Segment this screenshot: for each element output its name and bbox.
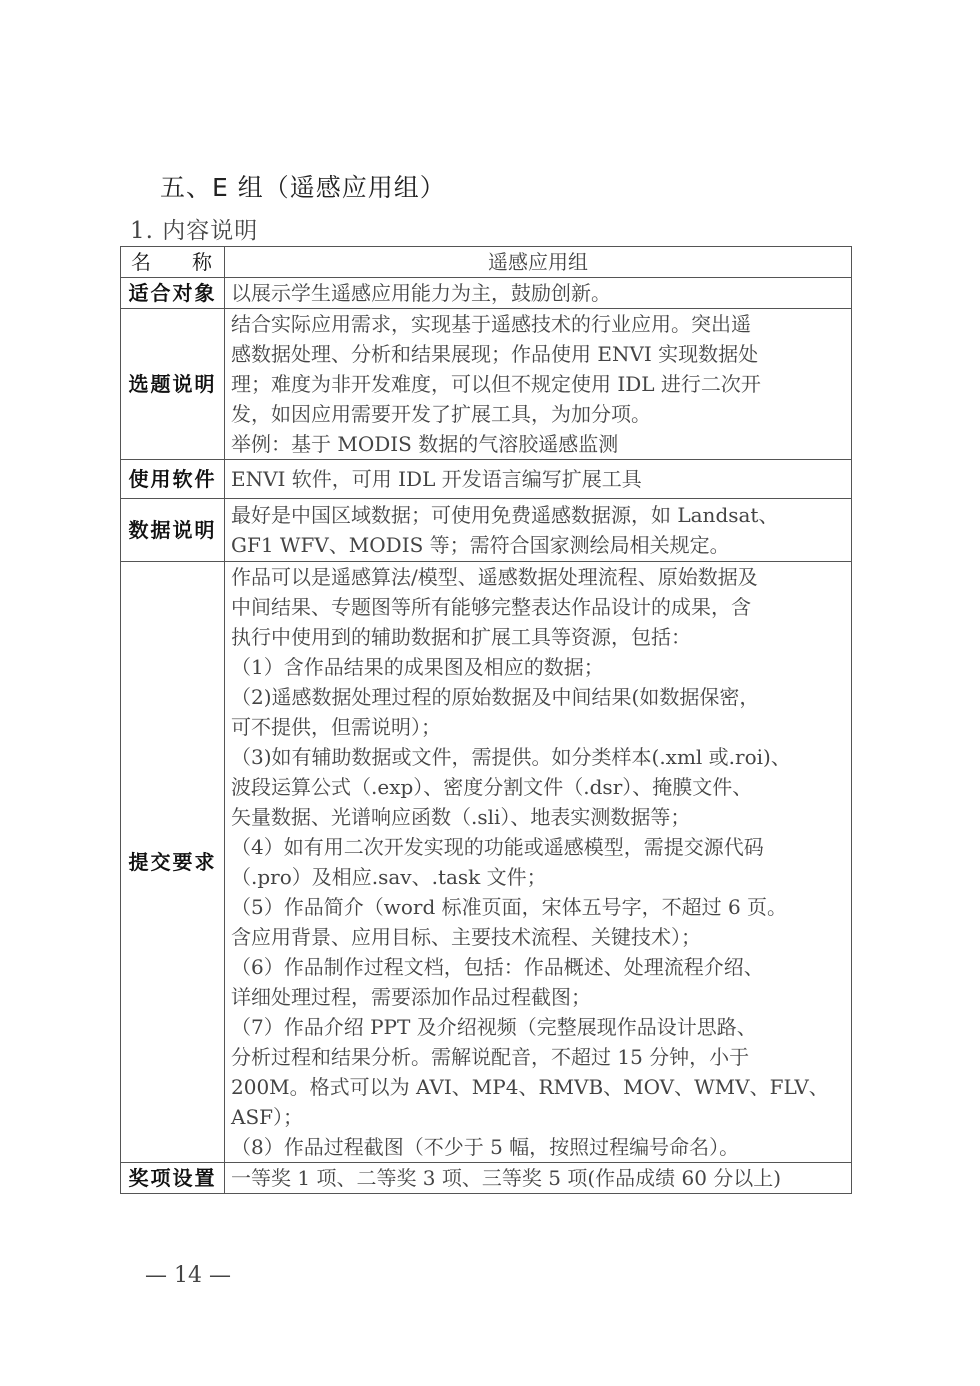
- table-header-row: [121, 247, 852, 278]
- text-line: 详细处理过程，需要添加作品过程截图；: [231, 985, 591, 1009]
- text-line: 一等奖 1 项、二等奖 3 项、三等奖 5 项(作品成绩 60 分以上): [231, 1166, 782, 1190]
- name-label-right: 称: [192, 250, 214, 274]
- text-line: 矢量数据、光谱响应函数（.sli）、地表实测数据等；: [231, 805, 691, 829]
- text-line: （3)如有辅助数据或文件，需提供。如分类样本(.xml 或.roi)、: [231, 745, 791, 769]
- text-line: 执行中使用到的辅助数据和扩展工具等资源，包括：: [231, 625, 691, 649]
- text-line: 波段运算公式（.exp）、密度分割文件（.dsr）、掩膜文件、: [231, 775, 753, 799]
- row-value: [225, 1163, 852, 1194]
- row-value: [225, 460, 852, 499]
- text-line: 以展示学生遥感应用能力为主，鼓励创新。: [231, 281, 611, 305]
- row-label: 使用软件: [121, 460, 225, 499]
- row-value: [225, 562, 852, 1163]
- table-row: [121, 499, 852, 562]
- row-value: [225, 309, 852, 460]
- row-label: 数据说明: [121, 499, 225, 562]
- row-label: 奖项设置: [121, 1163, 225, 1194]
- section-title: 五、E 组（遥感应用组）: [160, 173, 446, 202]
- text-line: （7）作品介绍 PPT 及介绍视频（完整展现作品设计思路、: [231, 1015, 757, 1039]
- text-line: 可不提供，但需说明）；: [231, 715, 441, 739]
- text-line: 理；难度为非开发难度，可以但不规定使用 IDL 进行二次开: [231, 372, 761, 396]
- row-value: [225, 499, 852, 562]
- text-line: 200M。格式可以为 AVI、MP4、RMVB、MOV、WMV、FLV、: [231, 1075, 829, 1099]
- text-line: （6）作品制作过程文档，包括：作品概述、处理流程介绍、: [231, 955, 764, 979]
- table-row: [121, 460, 852, 499]
- table-row: [121, 278, 852, 309]
- text-line: GF1 WFV、MODIS 等；需符合国家测绘局相关规定。: [231, 533, 730, 557]
- row-label: 提交要求: [121, 562, 225, 1163]
- text-line: 中间结果、专题图等所有能够完整表达作品设计的成果，含: [231, 595, 751, 619]
- text-line: （4）如有用二次开发实现的功能或遥感模型，需提交源代码: [231, 835, 764, 859]
- text-line: 分析过程和结果分析。需解说配音，不超过 15 分钟，小于: [231, 1045, 750, 1069]
- text-line: 举例：基于 MODIS 数据的气溶胶遥感监测: [231, 432, 619, 456]
- text-line: 最好是中国区域数据；可使用免费遥感数据源，如 Landsat、: [231, 503, 779, 527]
- text-line: 结合实际应用需求，实现基于遥感技术的行业应用。突出遥: [231, 312, 751, 336]
- text-line: ENVI 软件，可用 IDL 开发语言编写扩展工具: [231, 467, 642, 491]
- name-label-left: 名: [131, 250, 153, 274]
- text-line: 含应用背景、应用目标、主要技术流程、关键技术）；: [231, 925, 701, 949]
- text-line: （2)遥感数据处理过程的原始数据及中间结果(如数据保密，: [231, 685, 760, 709]
- text-line: （5）作品简介（word 标准页面，宋体五号字，不超过 6 页。: [231, 895, 788, 919]
- requirements-table: [120, 246, 852, 1194]
- text-line: 发，如因应用需要开发了扩展工具，为加分项。: [231, 402, 651, 426]
- text-line: 感数据处理、分析和结果展现；作品使用 ENVI 实现数据处: [231, 342, 759, 366]
- table-row: [121, 309, 852, 460]
- page-number: — 14 —: [145, 1263, 231, 1288]
- subsection-title: 1. 内容说明: [130, 218, 259, 244]
- row-label: 适合对象: [121, 278, 225, 309]
- text-line: ASF）；: [231, 1105, 304, 1129]
- text-line: （1）含作品结果的成果图及相应的数据；: [231, 655, 604, 679]
- row-value: [225, 278, 852, 309]
- row-label: 选题说明: [121, 309, 225, 460]
- text-line: （8）作品过程截图（不少于 5 幅，按照过程编号命名）。: [231, 1135, 740, 1159]
- table-row: [121, 562, 852, 1163]
- text-line: （.pro）及相应.sav、.task 文件；: [231, 865, 547, 889]
- table-row: [121, 1163, 852, 1194]
- name-label: [121, 247, 225, 278]
- text-line: 作品可以是遥感算法/模型、遥感数据处理流程、原始数据及: [231, 565, 758, 589]
- group-name: 遥感应用组: [225, 247, 852, 278]
